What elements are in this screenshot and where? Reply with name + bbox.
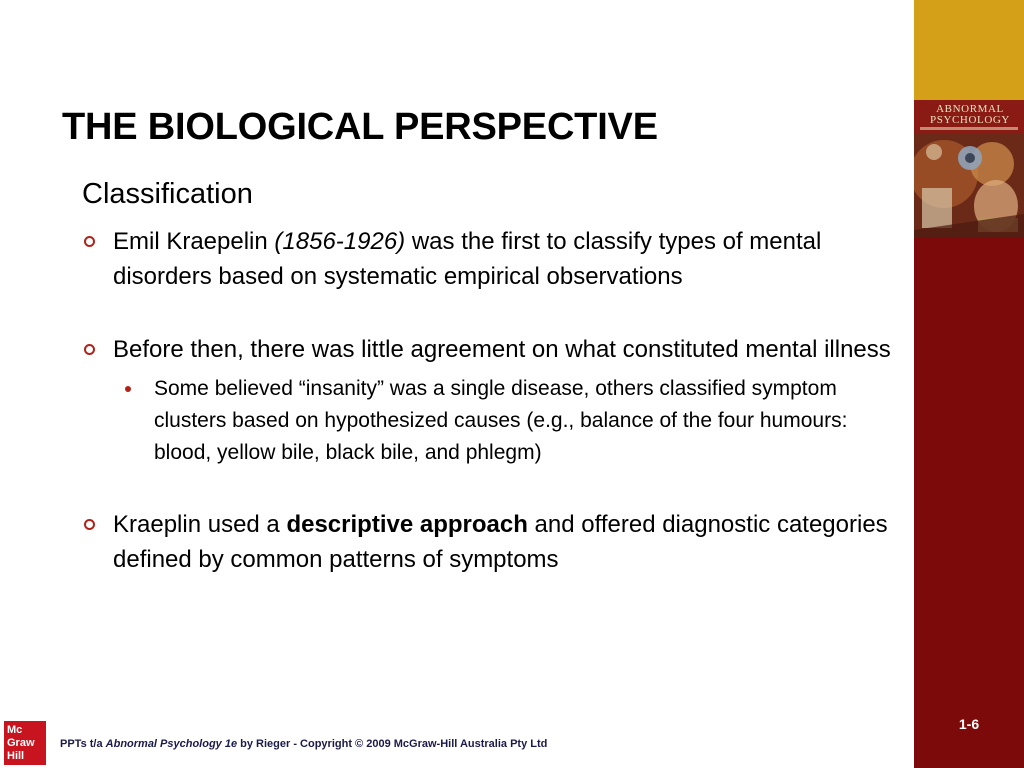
- bullet-ring-icon: [84, 344, 95, 355]
- sidebar-gold-band: [914, 0, 1024, 100]
- slide-title: THE BIOLOGICAL PERSPECTIVE: [62, 106, 658, 148]
- footer-text-post: by Rieger - Copyright © 2009 McGraw-Hill Australia Pty Ltd: [237, 738, 548, 750]
- bullet-ring-icon: [84, 519, 95, 530]
- bullet-text: Emil Kraepelin: [113, 228, 275, 255]
- bullet-text: was the first to classify types of mental disorders based on systematic empirical observations: [113, 228, 822, 290]
- bullet-item: [82, 507, 902, 577]
- book-title-line1: ABNORMAL: [936, 103, 1004, 115]
- footer-book-title: Abnormal Psychology 1e: [105, 738, 238, 750]
- mcgraw-hill-logo: [4, 721, 46, 765]
- logo-line2: Graw: [7, 737, 35, 749]
- bullet-italic-dates: (1856-1926): [274, 228, 406, 255]
- sub-bullet-item: [82, 373, 902, 469]
- logo-line3: Hill: [7, 750, 25, 762]
- bullet-text: and offered diagnostic categories defined by common patterns of symptoms: [113, 511, 888, 573]
- bullet-item: [82, 332, 902, 367]
- bullet-dot-icon: [125, 386, 131, 392]
- sub-bullet-text: Some believed “insanity” was a single disease, others classified symptom clusters based on hypothesized causes (e.g., balance of the four humours: blood, yellow bile, black bile, and phlegm): [154, 377, 848, 464]
- bullet-item: [82, 224, 902, 294]
- book-subtitle-rule: [920, 127, 1018, 130]
- subheading: Classification: [82, 178, 253, 210]
- book-title-area: [914, 100, 1024, 134]
- logo-line1: Mc: [7, 724, 23, 736]
- footer-copyright: [60, 738, 547, 750]
- bullet-text: Kraeplin used a: [113, 511, 287, 538]
- book-title-line2: PSYCHOLOGY: [930, 114, 1010, 126]
- book-cover-image: [914, 100, 1024, 238]
- slide-content: [82, 176, 902, 577]
- bullet-ring-icon: [84, 236, 95, 247]
- footer-text-pre: PPTs t/a: [60, 738, 106, 750]
- sidebar-panel: [914, 0, 1024, 768]
- bullet-bold-term: descriptive approach: [286, 511, 528, 538]
- page-number: 1-6: [958, 716, 980, 732]
- book-cover-art: [914, 134, 1024, 238]
- bullet-text: Before then, there was little agreement on what constituted mental illness: [113, 336, 891, 363]
